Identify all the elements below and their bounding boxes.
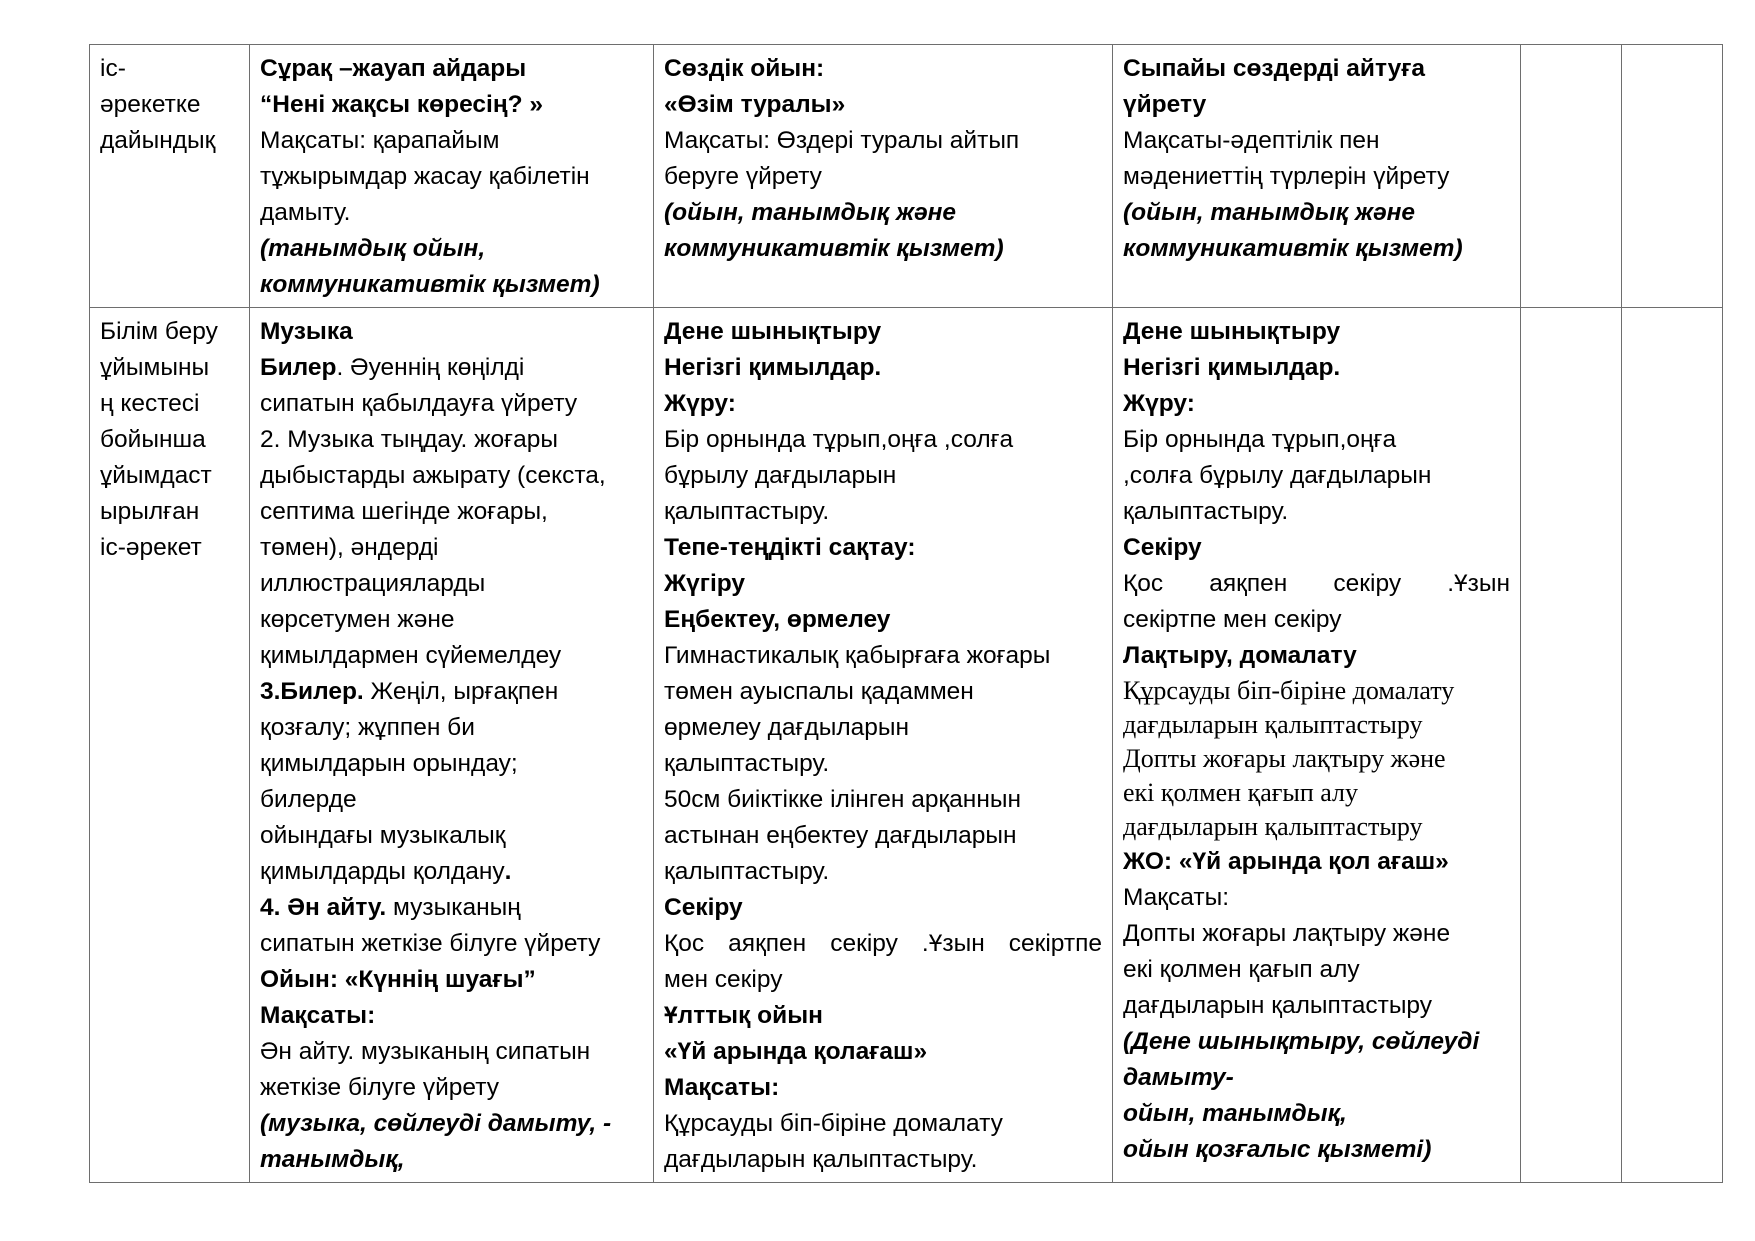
row-header-cell xyxy=(90,45,250,308)
text-line: Сыпайы сөздерді айтуға xyxy=(1123,55,1426,82)
text-line: ң кестесі xyxy=(100,390,200,417)
text-line: Қос аяқпен секіру .Ұзын xyxy=(1123,570,1510,597)
text-line: коммуникативтік қызмет) xyxy=(664,235,1004,262)
text-line: Негізгі қимылдар. xyxy=(1123,354,1341,381)
row-header-cell xyxy=(90,308,250,1183)
text-line: дағдыларын қалыптастыру. xyxy=(664,1146,978,1173)
text-line: бұрылу дағдыларын xyxy=(664,462,897,489)
text-line: ұйымдаст xyxy=(100,462,212,489)
text-line xyxy=(260,350,643,386)
text-line: беруге үйрету xyxy=(664,163,822,190)
empty-cell xyxy=(1622,308,1723,1183)
table-row-preparation xyxy=(90,45,1723,308)
text-line: астынан еңбектеу дағдыларын xyxy=(664,822,1017,849)
text-line: ,солға бұрылу дағдыларын xyxy=(1123,462,1432,489)
text-line: септима шегінде жоғары, xyxy=(260,498,548,525)
text-line: жеткізе білуге үйрету xyxy=(260,1074,499,1101)
text-line: (Дене шынықтыру, сөйлеуді xyxy=(1123,1028,1480,1055)
text-line: секіртпе мен секіру xyxy=(1123,606,1342,633)
text-line: коммуникативтік қызмет) xyxy=(1123,235,1463,262)
text-line: «Үй арында қолағаш» xyxy=(664,1038,928,1065)
text-line: іс- xyxy=(100,55,126,82)
text-line: иллюстрацияларды xyxy=(260,570,486,597)
text-line: өрмелеу дағдыларын xyxy=(664,714,910,741)
text-run: 3.Билер. xyxy=(260,678,364,705)
tuesday-cell xyxy=(654,45,1113,308)
text-line: Мақсаты: xyxy=(664,1074,780,1101)
text-run: қимылдарды қолдану xyxy=(260,858,505,885)
text-line xyxy=(260,674,643,710)
text-line: Мақсаты: xyxy=(1123,884,1230,911)
text-line: Сұрақ –жауап айдары xyxy=(260,55,527,82)
text-line: Ән айту. музыканың сипатын xyxy=(260,1038,591,1065)
text-line: ойындағы музыкалық xyxy=(260,822,506,849)
text-run: . xyxy=(504,858,512,885)
text-line: мен секіру xyxy=(664,966,783,993)
text-line: дайындық xyxy=(100,127,216,154)
monday-cell xyxy=(250,45,654,308)
wednesday-cell xyxy=(1113,308,1521,1183)
text-line: ұйымыны xyxy=(100,354,210,381)
text-line: Ойын: «Күннің шуағы” xyxy=(260,966,536,993)
text-line: (ойын, танымдық және xyxy=(1123,199,1416,226)
text-line xyxy=(260,890,643,926)
text-line: Ұлттық ойын xyxy=(664,1002,823,1029)
plan-table xyxy=(89,44,1723,1183)
text-line: дыбыстарды ажырату (секста, xyxy=(260,462,606,489)
text-line: Гимнастикалық қабырғаға жоғары xyxy=(664,642,1051,669)
text-line: Секіру xyxy=(1123,534,1202,561)
text-line: ойын, танымдық, xyxy=(1123,1100,1347,1127)
text-line: үйрету xyxy=(1123,91,1207,118)
text-line: іс-әрекет xyxy=(100,534,202,561)
text-run: Билер xyxy=(260,354,337,381)
text-line: ЖО: «Үй арында қол ағаш» xyxy=(1123,848,1449,875)
text-line: әрекетке xyxy=(100,91,201,118)
text-line: «Өзім туралы» xyxy=(664,91,846,118)
text-line: Білім беру xyxy=(100,318,218,345)
text-line: Бір орнында тұрып,оңға xyxy=(1123,426,1397,453)
text-line: қалыптастыру. xyxy=(664,498,830,525)
text-line: мәдениеттің түрлерін үйрету xyxy=(1123,163,1450,190)
text-line: (танымдық ойын, xyxy=(260,235,486,262)
empty-cell xyxy=(1521,308,1622,1183)
text-line: Мақсаты: xyxy=(260,1002,376,1029)
text-line: Лақтыру, домалату xyxy=(1123,642,1357,669)
text-line: Жүру: xyxy=(1123,390,1195,417)
text-line: Еңбектеу, өрмелеу xyxy=(664,606,891,633)
text-run: 4. Ән айту. xyxy=(260,894,387,921)
text-line: танымдық, xyxy=(260,1146,405,1173)
monday-cell xyxy=(250,308,654,1183)
empty-cell xyxy=(1521,45,1622,308)
text-line: Құрсауды біп-біріне домалату xyxy=(664,1110,1003,1137)
text-line: Жүру: xyxy=(664,390,736,417)
text-line: Мақсаты: Өздері туралы айтып xyxy=(664,127,1020,154)
text-line: дағдыларын қалыптастыру xyxy=(1123,710,1423,739)
text-line: “Нені жақсы көресің? » xyxy=(260,91,544,118)
text-line: Тепе-теңдікті сақтау: xyxy=(664,534,916,561)
text-line: Қос аяқпен секіру .Ұзын секіртпе xyxy=(664,930,1102,957)
text-line: дамыту. xyxy=(260,199,351,226)
text-line: қалыптастыру. xyxy=(664,858,830,885)
text-line: сипатын қабылдауға үйрету xyxy=(260,390,578,417)
text-line: Сөздік ойын: xyxy=(664,55,825,82)
text-line xyxy=(260,854,643,890)
text-line: Дене шынықтыру xyxy=(664,318,882,345)
text-line: төмен ауыспалы қадаммен xyxy=(664,678,974,705)
text-line: Бір орнында тұрып,оңға ,солға xyxy=(664,426,1014,453)
text-line: Допты жоғары лақтыру және xyxy=(1123,920,1451,947)
text-line: Құрсауды біп-біріне домалату xyxy=(1123,676,1455,705)
text-line: (музыка, сөйлеуді дамыту, - xyxy=(260,1110,612,1137)
empty-cell xyxy=(1622,45,1723,308)
text-line: Мақсаты-әдептілік пен xyxy=(1123,127,1380,154)
text-line: бойынша xyxy=(100,426,206,453)
text-line: екі қолмен қағып алу xyxy=(1123,778,1359,807)
text-run: Жеңіл, ырғақпен xyxy=(363,678,559,705)
text-line: коммуникативтік қызмет) xyxy=(260,271,600,298)
text-line: қимылдарын орындау; xyxy=(260,750,518,777)
text-line: қимылдармен сүйемелдеу xyxy=(260,642,562,669)
text-line: дағдыларын қалыптастыру xyxy=(1123,992,1433,1019)
text-run: музыканың xyxy=(386,894,521,921)
text-line: 2. Музыка тыңдау. жоғары xyxy=(260,426,558,453)
text-line: Мақсаты: қарапайым xyxy=(260,127,500,154)
table-row-organized-activity xyxy=(90,308,1723,1183)
text-line: 50см биіктікке ілінген арқаннын xyxy=(664,786,1021,813)
tuesday-cell xyxy=(654,308,1113,1183)
text-line: билерде xyxy=(260,786,357,813)
text-run: . Әуеннің көңілді xyxy=(336,354,525,381)
text-line: дағдыларын қалыптастыру xyxy=(1123,812,1423,841)
text-line: ырылған xyxy=(100,498,200,525)
text-line: Дене шынықтыру xyxy=(1123,318,1341,345)
text-line: ойын қозғалыс қызметі) xyxy=(1123,1136,1432,1163)
text-line: екі қолмен қағып алу xyxy=(1123,956,1360,983)
text-line: көрсетумен және xyxy=(260,606,455,633)
text-line: Негізгі қимылдар. xyxy=(664,354,882,381)
text-line: дамыту- xyxy=(1123,1064,1234,1091)
text-line: Допты жоғары лақтыру және xyxy=(1123,744,1446,773)
text-line: сипатын жеткізе білуге үйрету xyxy=(260,930,601,957)
text-line: қалыптастыру. xyxy=(1123,498,1289,525)
text-line: тұжырымдар жасау қабілетін xyxy=(260,163,590,190)
text-line: Жүгіру xyxy=(664,570,746,597)
text-line: Музыка xyxy=(260,318,353,345)
text-line: төмен), әндерді xyxy=(260,534,439,561)
text-line: Секіру xyxy=(664,894,743,921)
text-line: (ойын, танымдық және xyxy=(664,199,957,226)
wednesday-cell xyxy=(1113,45,1521,308)
text-line: қозғалу; жұппен би xyxy=(260,714,475,741)
text-line: қалыптастыру. xyxy=(664,750,830,777)
